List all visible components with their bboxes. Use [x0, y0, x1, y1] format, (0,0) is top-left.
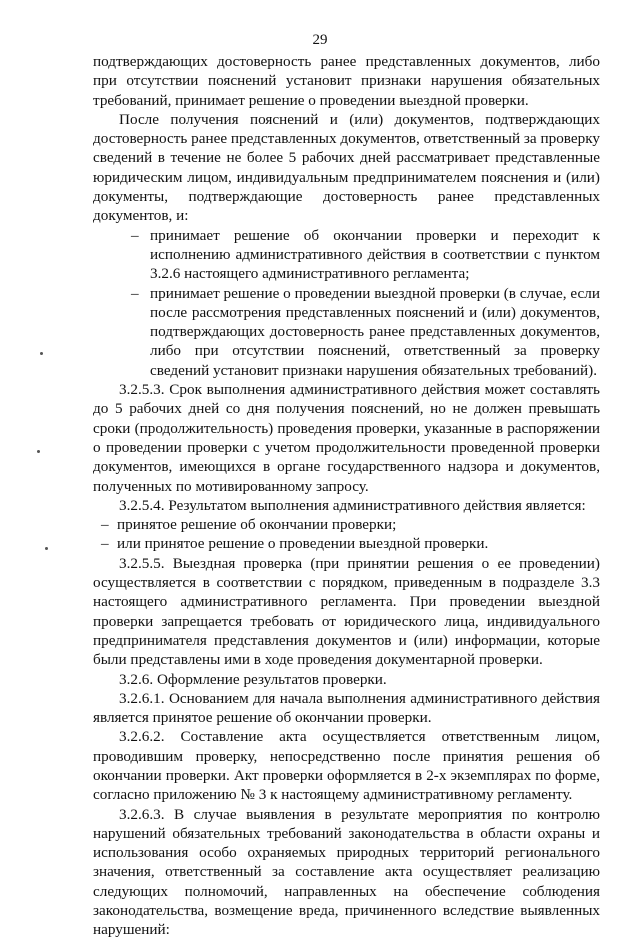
margin-mark — [37, 450, 40, 453]
result-list — [93, 515, 600, 554]
paragraph: подтверждающих достоверность ранее представленных документов, либо при отсутствии пояснений установит признаки нарушения обязательных требований, принимает решение о проведении выездной проверки. — [93, 53, 600, 109]
paragraph: 3.2.6.1. Основанием для начала выполнения административного действия является принятое решение об окончании проверки. — [93, 689, 600, 727]
paragraph: 3.2.6.2. Составление акта осуществляется ответственным лицом, проводившим проверку, непосредственно после принятия решения об окончании проверки. Акт проверки оформляется в 2-х экземплярах по форме, согласно приложению № 3 к настоящему административному регламенту. — [93, 728, 600, 804]
paragraph: 3.2.5.5. Выездная проверка (при принятии решения о ее проведении) осуществляется в соответствии с порядком, приведенным в подразделе 3.3 настоящего административного регламента. При проведении выездной проверки запрещается требовать от юридического лица, индивидуального предпринимателя представления документов и (или) информации, которые были представлены ими в ходе проведения документарной проверки. — [93, 554, 600, 669]
section-heading: 3.2.6. Оформление результатов проверки. — [119, 670, 387, 688]
page-number: 29 — [312, 32, 328, 48]
paragraph: После получения пояснений и (или) документов, подтверждающих достоверность ранее представленных документов, ответственный за проверку сведений в течение не более 5 рабочих дней рассматривает представленные юридическим лицом, индивидуальным предпринимателем пояснения и (или) документы, подтверждающие достоверность ранее представленных документов, и: — [93, 110, 600, 225]
list-item: – принимает решение об окончании проверки и переходит к исполнению административного действия в соответствии с пунктом 3.2.6 настоящего административного регламента; — [93, 226, 600, 284]
paragraph: 3.2.5.4. Результатом выполнения административного действия является: — [119, 496, 586, 514]
document-body — [93, 52, 600, 940]
decision-list — [93, 226, 600, 380]
paragraph: 3.2.5.3. Срок выполнения административного действия может составлять до 5 рабочих дней со дня получения пояснений, но не должен превышать сроки (продолжительность) проведения проверки, указанные в распоряжении о проведении проверки с учетом продолжительности проведенной проверки документов, имеющихся в органе государственного надзора и документов, полученных по мотивированному запросу. — [93, 381, 600, 495]
paragraph: 3.2.6.3. В случае выявления в результате мероприятия по контролю нарушений обязательных требований законодательства в области охраны и использования особо охраняемых природных территорий регионального значения, ответственный за составление акта осуществляет реализацию следующих полномочий, направленных на обеспечение соблюдения законодательства, возмещение вреда, причиненного вследствие выявленных нарушений: — [93, 805, 600, 939]
list-item: – принимает решение о проведении выездной проверки (в случае, если после рассмотрения представленных пояснений и (или) документов, подтверждающих достоверность ранее представленных документов, либо при отсутствии пояснений, ответственный за проверку сведений установит признаки нарушения обязательных требований). — [93, 284, 600, 380]
list-item: – принятое решение об окончании проверки; — [93, 515, 600, 534]
margin-mark — [40, 352, 43, 355]
margin-mark — [45, 547, 48, 550]
list-item: – или принятое решение о проведении выездной проверки. — [93, 534, 600, 553]
